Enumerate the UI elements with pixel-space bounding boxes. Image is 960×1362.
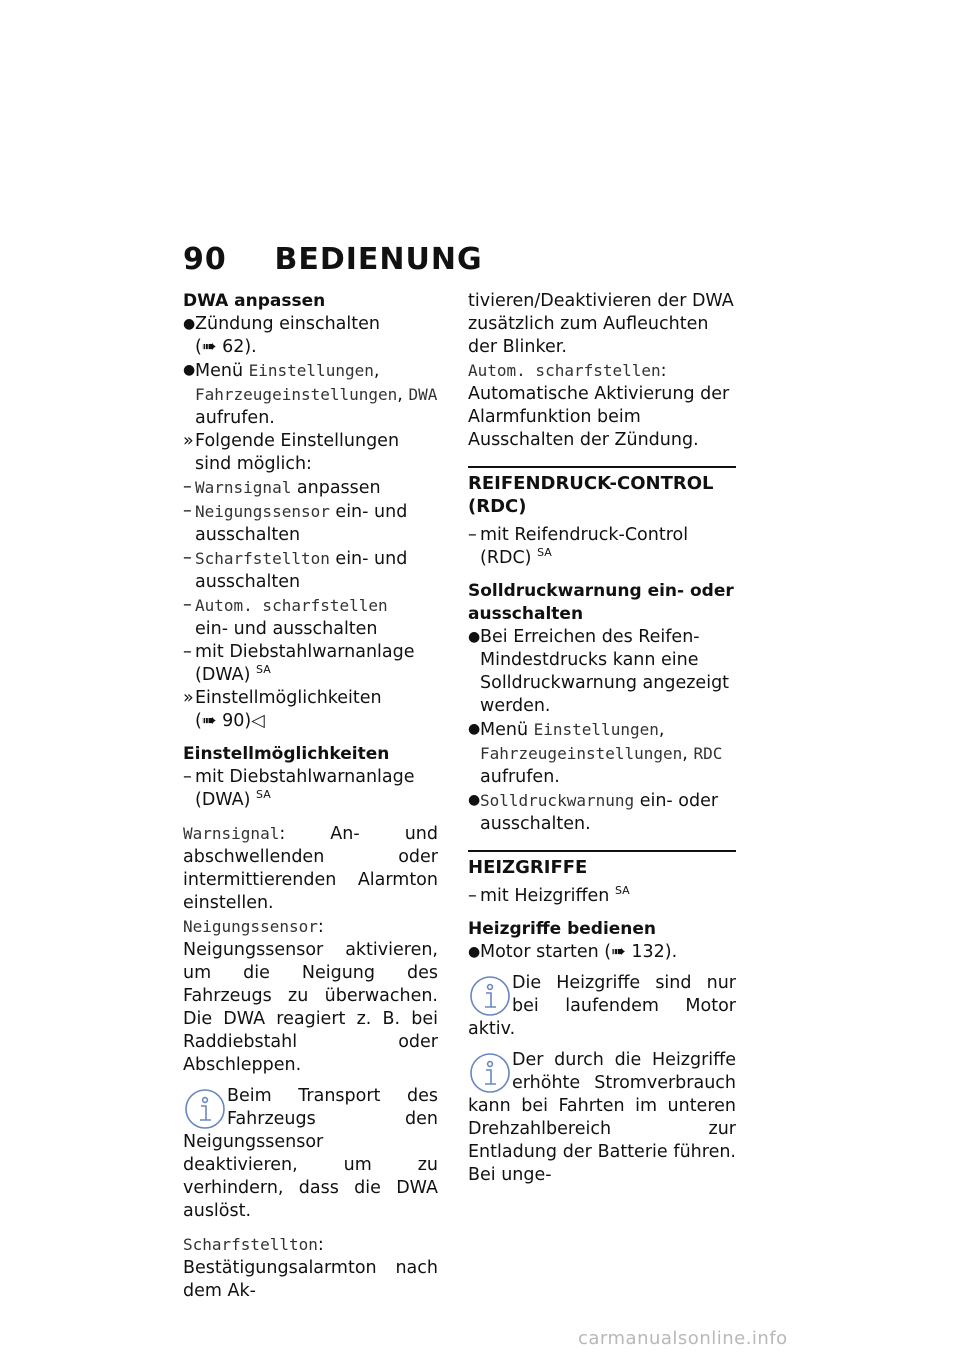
section-heading-heizgriffe: HEIZGRIFFE xyxy=(468,850,736,879)
sa-badge: SA xyxy=(614,884,630,897)
result-einstellmoeglichkeiten: » Einstellmöglichkeiten (➠ 90)◁ xyxy=(183,688,382,731)
info-icon xyxy=(468,1051,512,1095)
dash-icon: – xyxy=(468,886,477,906)
dash-warnsignal: – Warnsignal anpassen xyxy=(183,477,381,498)
sa-badge: SA xyxy=(537,546,552,559)
page-title: BEDIENUNG xyxy=(274,242,483,277)
result-arrow-icon: » xyxy=(183,431,194,451)
menu-item-fahrzeugeinstellungen: Fahrzeugeinstellungen xyxy=(195,385,398,404)
dash-icon: – xyxy=(183,501,192,521)
paragraph-continued: tivieren/Deaktivieren der DWA zusätzlich zum Aufleuchten der Blinker. xyxy=(468,291,734,357)
heading-einstellmoeglichkeiten: Einstellmöglichkeiten xyxy=(183,744,390,764)
bullet-mindestdruck: ● Bei Erreichen des Reifen-Mindestdrucks kann eine Solldruckwarnung angezeigt werden. xyxy=(468,627,730,716)
dash-icon: – xyxy=(183,548,192,568)
bullet-icon: ● xyxy=(183,316,196,332)
info-note-stromverbrauch: Der durch die Heizgriffe erhöhte Stromverbrauch kann bei Fahrten im unteren Drehzahlbereich zur Entladung der Batterie führen. Bei unge- xyxy=(468,1050,736,1185)
info-note-transport: Beim Transport des Fahrzeugs den Neigungssensor deaktivieren, um zu verhindern, dass die DWA auslöst. xyxy=(183,1086,438,1221)
sa-badge: SA xyxy=(256,788,271,801)
bullet-icon: ● xyxy=(468,721,481,737)
sa-badge: SA xyxy=(256,663,271,676)
heading-dwa-anpassen: DWA anpassen xyxy=(183,291,326,311)
bullet-icon: ● xyxy=(468,629,481,645)
left-column xyxy=(183,290,438,1303)
page-ref-link[interactable]: 90) xyxy=(222,711,252,731)
bullet-motor-starten: ● Motor starten (➠ 132). xyxy=(468,942,678,962)
info-icon xyxy=(468,974,512,1018)
page-header xyxy=(183,242,483,277)
paragraph-autom-scharfstellen: Autom. scharfstellen: Automatische Aktivierung der Alarmfunktion beim Ausschalten der Zündung. xyxy=(468,361,730,450)
dash-icon: – xyxy=(183,642,192,662)
result-arrow-icon: » xyxy=(183,688,194,708)
dash-icon: – xyxy=(183,477,192,497)
menu-item-rdc: RDC xyxy=(693,744,723,763)
paragraph-neigungssensor: Neigungssensor: Neigungssensor aktivieren, um die Neigung des Fahrzeugs zu überwachen. Die DWA reagiert z. B. bei Raddiebstahl oder Abschleppen. xyxy=(183,917,438,1075)
bullet-menue: ● Menü Einstellungen, Fahrzeugeinstellungen, DWA aufrufen. xyxy=(183,361,438,428)
bullet-icon: ● xyxy=(183,362,196,378)
paragraph-warnsignal: Warnsignal: An- und abschwellenden oder intermittierenden Alarmton einstellen. xyxy=(183,824,438,913)
page-ref-arrow-icon: ➠ xyxy=(611,942,626,962)
dash-icon: – xyxy=(183,767,192,787)
heading-solldruckwarnung: Solldruckwarnung ein- oder ausschalten xyxy=(468,581,734,624)
right-column xyxy=(468,290,736,1187)
bullet-icon: ● xyxy=(468,944,481,960)
dash-dwa-option-2: – mit Diebstahlwarnanlage (DWA) $^{SA}$ xyxy=(183,767,415,810)
page-ref-link[interactable]: 132). xyxy=(631,942,678,962)
menu-item-fahrzeugeinstellungen: Fahrzeugeinstellungen xyxy=(480,744,683,763)
menu-item-einstellungen: Einstellungen xyxy=(533,720,659,739)
watermark: carmanualsonline.info xyxy=(578,1328,788,1349)
heading-heizgriffe-bedienen: Heizgriffe bedienen xyxy=(468,919,657,939)
info-note-motor: Die Heizgriffe sind nur bei laufendem Motor aktiv. xyxy=(468,973,736,1039)
page-number: 90 xyxy=(183,242,227,277)
section-heading-rdc: REIFENDRUCK-CONTROL (RDC) xyxy=(468,466,736,518)
bullet-menue-rdc: ● Menü Einstellungen, Fahrzeugeinstellungen, RDC aufrufen. xyxy=(468,720,723,787)
bullet-icon: ● xyxy=(468,792,481,808)
dash-neigungssensor: – Neigungssensor ein- und ausschalten xyxy=(183,501,408,545)
dash-icon: – xyxy=(183,595,192,615)
dash-autom-scharfstellen: – Autom. scharfstellen ein- und ausschalten xyxy=(183,595,388,639)
dash-icon: – xyxy=(468,525,477,545)
page-ref-arrow-icon: ➠ xyxy=(201,711,217,731)
dash-dwa-option: – mit Diebstahlwarnanlage (DWA) $^{SA}$ xyxy=(183,642,415,685)
menu-item-dwa: DWA xyxy=(408,385,438,404)
menu-item-einstellungen: Einstellungen xyxy=(248,361,374,380)
page-ref-arrow-icon: ➠ xyxy=(201,337,217,357)
dash-scharfstellton: – Scharfstellton ein- und ausschalten xyxy=(183,548,408,592)
dash-rdc-option: – mit Reifendruck-Control (RDC) $^{SA}$ xyxy=(468,525,689,568)
result-einstellungen: » Folgende Einstellungen sind möglich: xyxy=(183,431,400,474)
end-mark-icon: ◁ xyxy=(251,711,265,731)
paragraph-scharfstellton: Scharfstellton: Bestätigungsalarmton nach dem Ak- xyxy=(183,1235,438,1301)
bullet-zuendung: ● Zündung einschalten (➠ 62). xyxy=(183,314,380,357)
bullet-solldruckwarnung: ● Solldruckwarnung ein- oder ausschalten. xyxy=(468,791,719,834)
info-icon xyxy=(183,1087,227,1131)
page-ref-link[interactable]: 62). xyxy=(222,337,257,357)
dash-heizgriffe-option: – mit Heizgriffen $^{SA}$ xyxy=(468,884,630,906)
